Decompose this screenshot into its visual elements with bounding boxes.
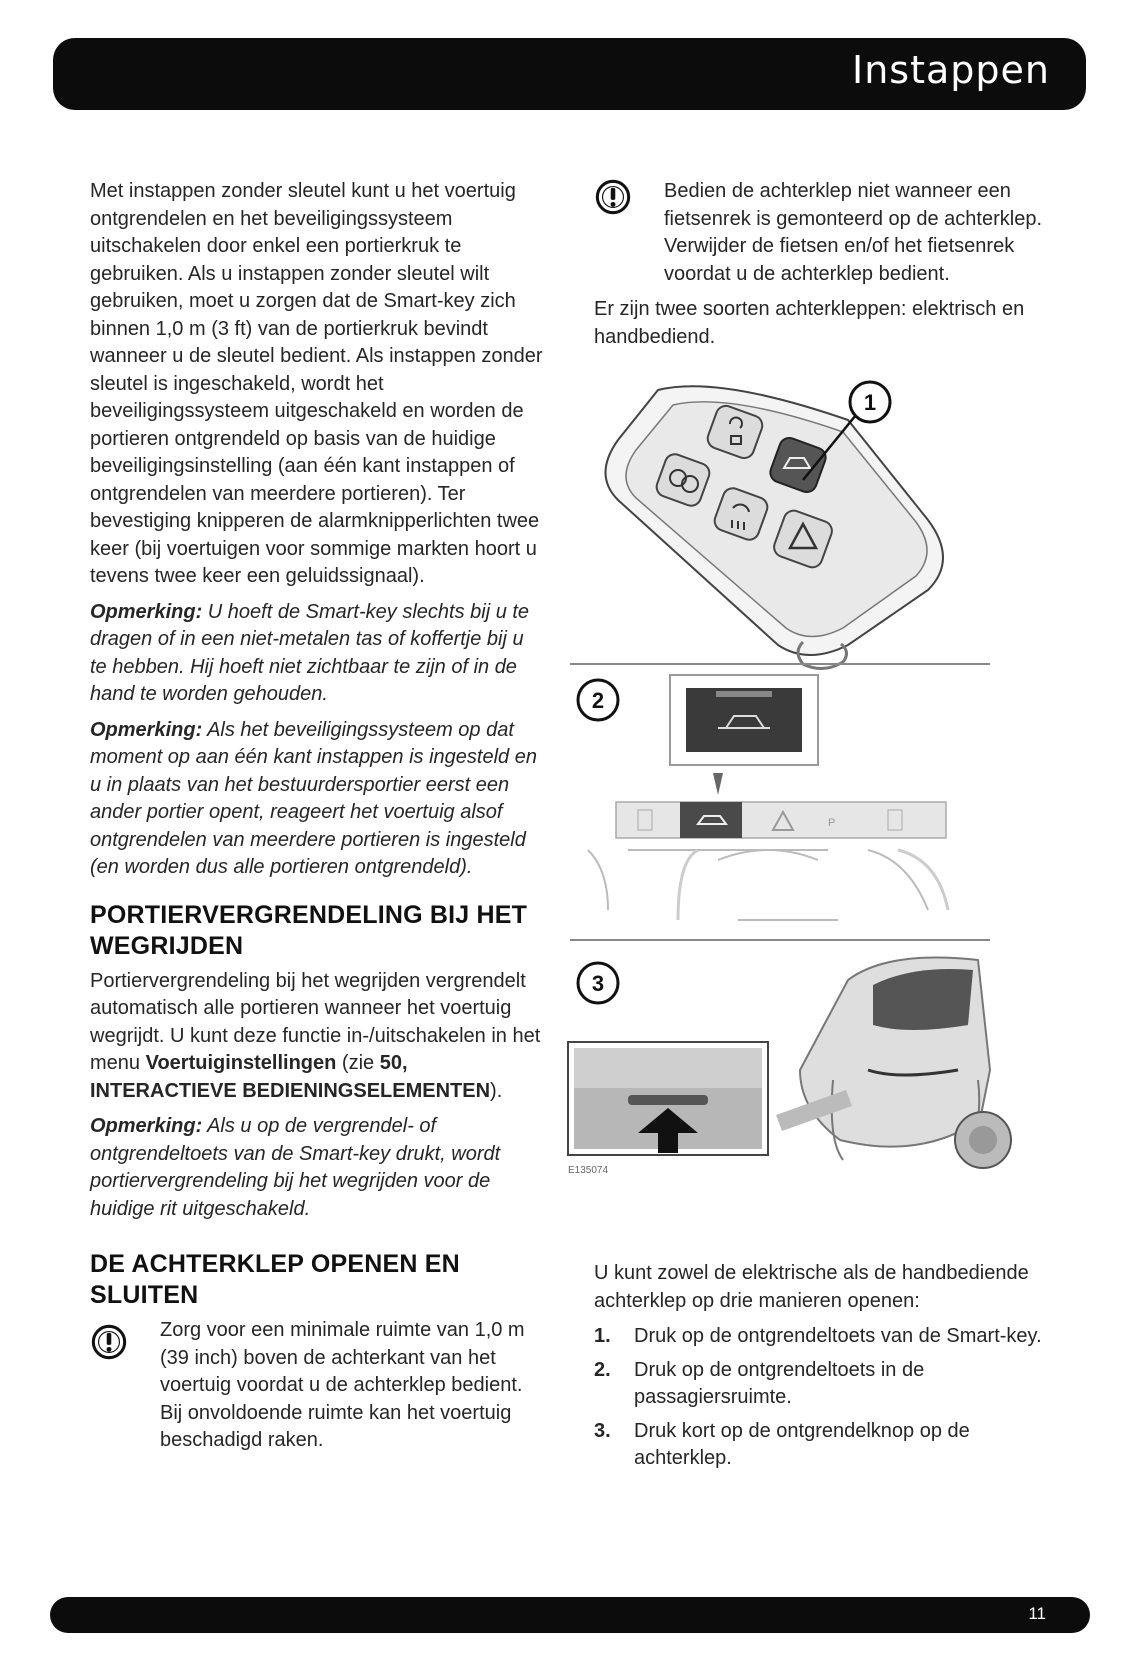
open-methods-paragraph: U kunt zowel de elektrische als de handbediende achterklep op drie manieren openen: [594,1262,1029,1312]
tailgate-types-paragraph: Er zijn twee soorten achterkleppen: elektrisch en handbediend. [594,298,1025,348]
note-text: U hoeft de Smart-key slechts bij u te dragen of in een niet-metalen tas of koffertje bij u te hebben. Hij hoeft niet zichtbaar te zijn of in de hand te worden gehouden. [90,600,530,705]
warning-text: Bedien de achterklep niet wanneer een fietsenrek is gemonteerd op de achterklep. Verwijder de fietsen en/of het fietsenrek voordat u de achterklep bedient. [664,180,1042,285]
tailgate-switch-illustration [568,958,1011,1177]
interior-switch-illustration [578,675,948,920]
note-label: Opmerking: [90,1115,203,1137]
list-text: Druk op de ontgrendeltoets in de passagiersruimte. [634,1358,925,1408]
warning-icon [594,178,632,216]
drive-away-paragraph [90,968,545,1106]
note-text: Als het beveiligingssysteem op dat moment op aan één kant instappen is ingesteld en u in plaats van het bestuurdersportier eerst een ander portier opent, reageert het voertuig alsof ontgrendelen van meerdere portieren is ingesteld (en worden dus alle portieren ontgrendeld). [90,718,537,878]
menu-reference: Voertuiginstellingen [145,1052,337,1074]
list-number: 2. [594,1358,611,1381]
list-number: 3. [594,1419,611,1442]
svg-text:P: P [828,817,836,829]
left-column [90,178,545,1463]
cross-reference-link[interactable]: 50, INTERACTIEVE BEDIENINGSELEMENTEN [90,1052,491,1102]
heading-tailgate: DE ACHTERKLEP OPENEN EN SLUITEN [90,1250,460,1309]
warning-text: Zorg voor een minimale ruimte van 1,0 m (39 inch) boven de achterkant van het voertuig voordat u de achterklep bedient. Bij onvoldoende ruimte kan het voertuig beschadigd raken. [160,1319,525,1451]
right-column-top [594,178,1049,359]
figure-code: E135074 [568,1165,609,1176]
page-title: Instappen [852,48,1050,92]
warning-icon [90,1323,128,1361]
callout-label: 2 [591,688,605,713]
list-text: Druk kort op de ontgrendelknop op de achterklep. [634,1419,970,1469]
text-run: (zie [336,1052,380,1074]
note-text: Als u op de vergrendel- of ontgrendeltoets van de Smart-key drukt, wordt portiervergrendeling bij het wegrijden voor de huidige rit uitgeschakeld. [90,1115,501,1220]
right-column-bottom [594,1260,1049,1479]
list-number: 1. [594,1325,611,1347]
heading-drive-away-locking: PORTIERVERGRENDELING BIJ HET WEGRIJDEN [90,900,528,960]
note-smart-key [90,599,545,709]
header-bar [53,38,1086,110]
list-item [594,1323,1049,1351]
warning-bike-rack [594,178,1049,288]
list-text: Druk op de ontgrendeltoets van de Smart-key. [634,1325,1042,1347]
note-label: Opmerking: [90,718,203,741]
page-number: 11 [1028,1604,1046,1623]
callout-label: 1 [863,390,877,415]
note-label: Opmerking: [90,600,203,623]
text-run: Portiervergrendeling bij het wegrijden vergrendelt automatisch alle portieren wanneer het voertuig wegrijdt. U kunt deze functie in-/uitschakelen in het menu [90,969,541,1074]
tailgate-illustration [568,380,1048,1240]
callout-label: 3 [591,971,605,996]
list-item [594,1418,1049,1473]
text-run: ). [490,1079,503,1102]
footer-bar [50,1597,1090,1633]
note-security-system [90,717,545,882]
warning-clearance [90,1317,545,1455]
smart-key-illustration [606,382,944,669]
intro-paragraph: Met instappen zonder sleutel kunt u het voertuig ontgrendelen en het beveiligingssysteem uitschakelen door enkel een portierkruk te gebruiken. Als u instappen zonder sleutel wilt gebruiken, moet u zorgen dat de Smart-key zich binnen 1,0 m (3 ft) van de portierkruk bevindt wanneer u de sleutel bedient. Als instappen zonder sleutel is ingeschakeld, wordt het beveiligingssysteem uitgeschakeld en worden de portieren ontgrendeld op basis van de huidige beveiligingsinstelling (aan één kant instappen of ontgrendelen van meerdere portieren). Ter bevestiging knipperen de alarmknipperlichten twee keer (bij voertuigen voor sommige markten hoort u tevens twee keer een geluidssignaal). [90,180,543,587]
list-item [594,1357,1049,1412]
note-drive-away [90,1113,545,1223]
open-methods-list [594,1323,1049,1473]
